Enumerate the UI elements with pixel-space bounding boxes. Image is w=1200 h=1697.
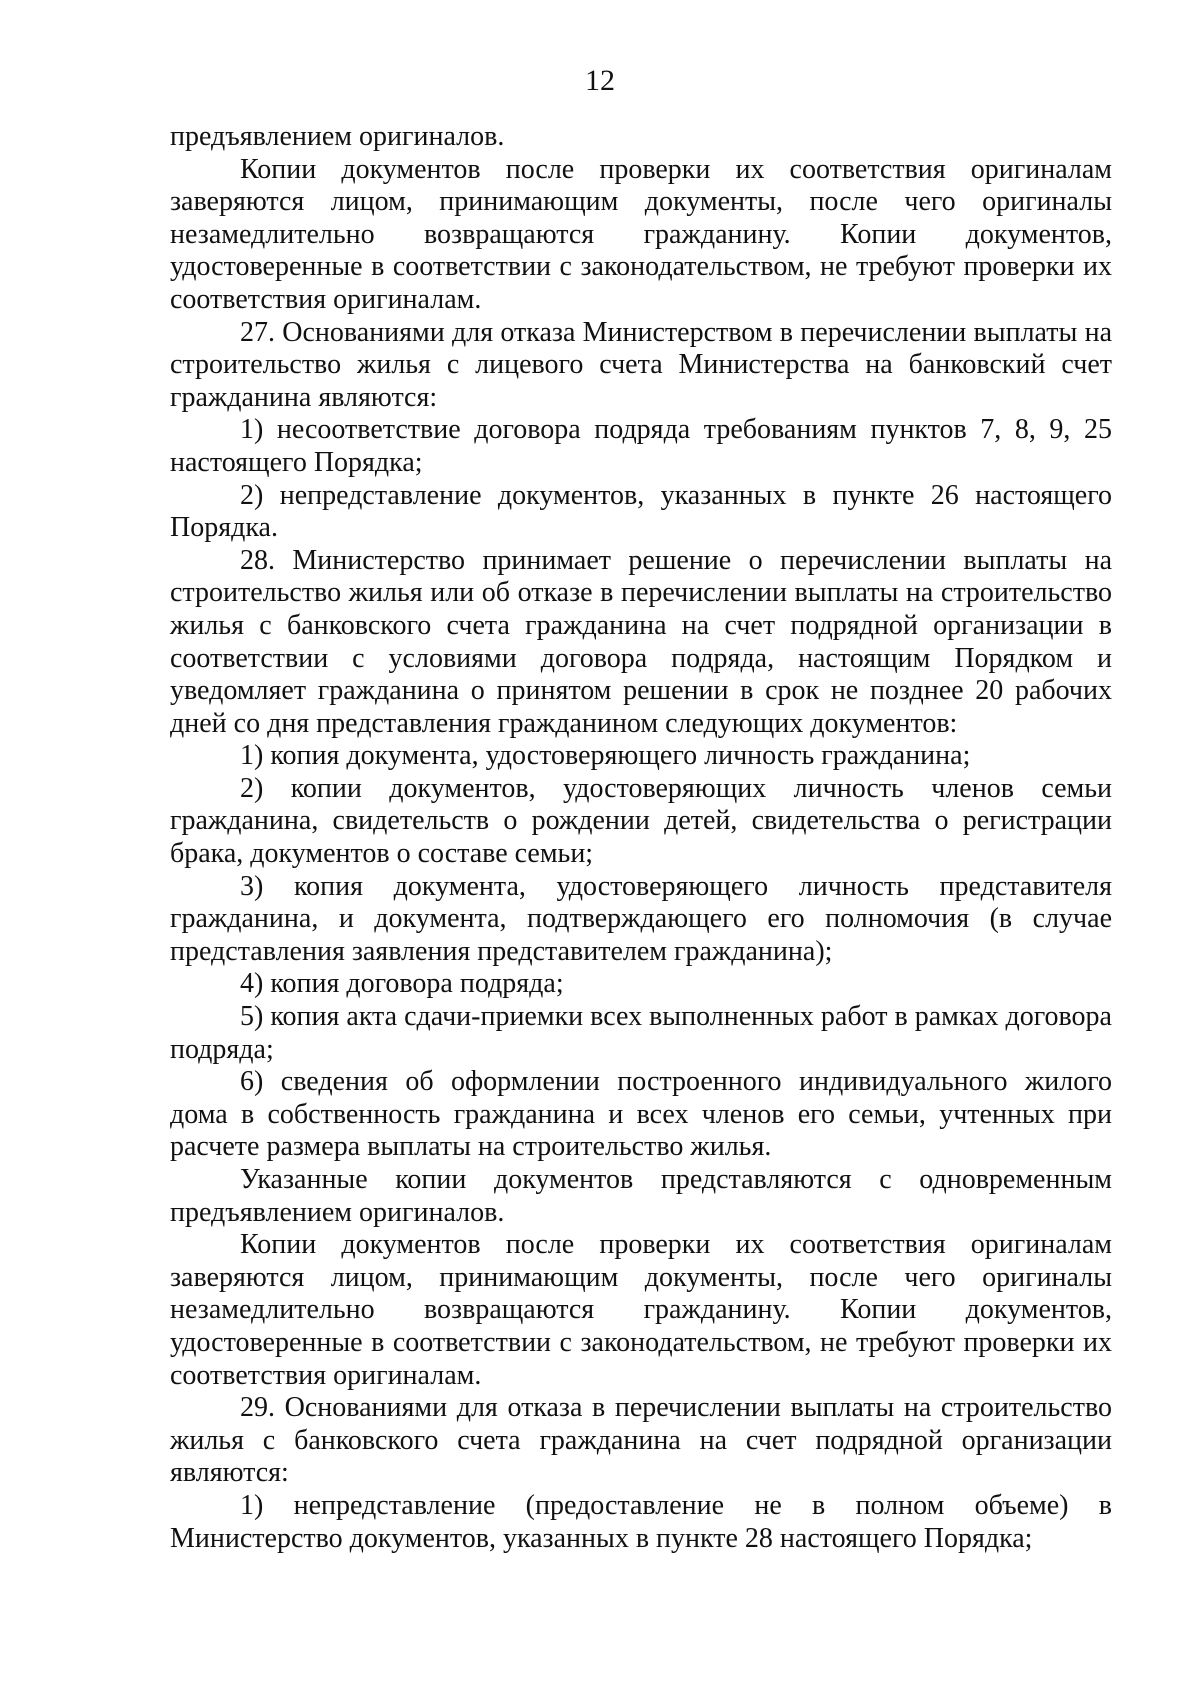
paragraph: 27. Основаниями для отказа Министерством в перечислении выплаты на строительство жилья с лицевого счета Министерства на банковский счет гражданина являются: [170,316,1112,413]
paragraph: 28. Министерство принимает решение о перечислении выплаты на строительство жилья или об отказе в перечислении выплаты на строительство жилья с банковского счета гражданина на счет подрядной организации в соответствии с условиями договора подряда, настоящим Порядком и уведомляет гражданина о принятом решении в срок не позднее 20 рабочих дней со дня представления гражданином следующих документов: [170,544,1112,739]
list-item: 6) сведения об оформлении построенного индивидуального жилого дома в собственность гражданина и всех членов его семьи, учтенных при расчете размера выплаты на строительство жилья. [170,1066,1112,1163]
list-item: 2) копии документов, удостоверяющих личность членов семьи гражданина, свидетельств о рождении детей, свидетельства о регистрации брака, документов о составе семьи; [170,772,1112,870]
document-body [170,121,1112,1555]
list-item: 5) копия акта сдачи-приемки всех выполненных работ в рамках договора подряда; [170,1001,1112,1065]
paragraph: Указанные копии документов представляются с одновременным предъявлением оригиналов. [170,1164,1112,1228]
list-item: 4) копия договора подряда; [240,968,564,1000]
paragraph: Копии документов после проверки их соответствия оригиналам заверяются лицом, принимающим документы, после чего оригиналы незамедлительно возвращаются гражданину. Копии документов, удостоверенные в соответствии с законодательством, не требуют проверки их соответствия оригиналам. [170,153,1112,315]
paragraph: 29. Основаниями для отказа в перечислении выплаты на строительство жилья с банковского счета гражданина на счет подрядной организации являются: [170,1392,1112,1489]
page-number: 12 [585,64,615,97]
list-item: 1) несоответствие договора подряда требованиям пунктов 7, 8, 9, 25 настоящего Порядка; [170,414,1112,478]
paragraph: Копии документов после проверки их соответствия оригиналам заверяются лицом, принимающим документы, после чего оригиналы незамедлительно возвращаются гражданину. Копии документов, удостоверенные в соответствии с законодательством, не требуют проверки их соответствия оригиналам. [170,1229,1112,1391]
list-item: 2) непредставление документов, указанных в пункте 26 настоящего Порядка. [170,479,1112,544]
list-item: 1) копия документа, удостоверяющего личность гражданина; [240,740,971,772]
list-item: 1) непредставление (предоставление не в полном объеме) в Министерство документов, указанных в пункте 28 настоящего Порядка; [170,1489,1112,1554]
paragraph: предъявлением оригиналов. [170,121,505,152]
list-item: 3) копия документа, удостоверяющего личность представителя гражданина, и документа, подтверждающего его полномочия (в случае представления заявления представителем гражданина); [170,870,1112,967]
